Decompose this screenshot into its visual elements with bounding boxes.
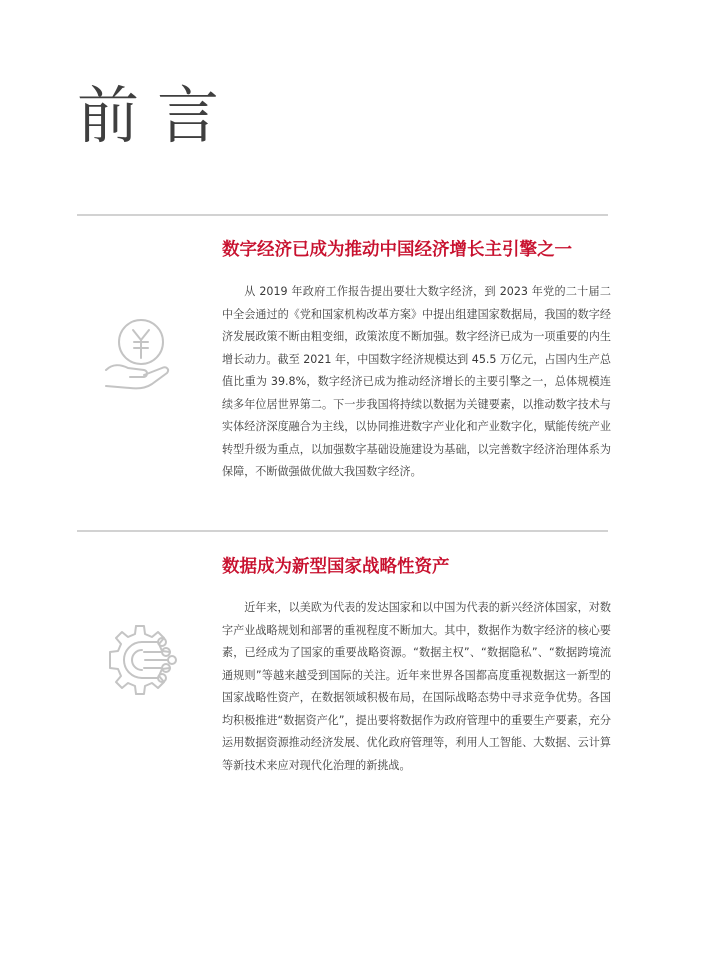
section-body: 近年来，以美欧为代表的发达国家和以中国为代表的新兴经济体国家，对数字产业战略规划和部署的重视程度不断加大。其中，数据作为数字经济的核心要素，已经成为了国家的重要战略资源。“数据主权”、“数据隐私”、“数据跨境流通规则”等越来越受到国际的关注。近年来世界各国都高度重视数据这一新型的国家战略性资产，在数据领域积极布局，在国际战略态势中寻求竞争优势。各国均积极推进“数据资产化”，提出要将数据作为政府管理中的重要生产要素，充分运用数据资源推动经济发展、优化政府管理等，利用人工智能、大数据、云计算等新技术来应对现代化治理的新挑战。 — [222, 601, 611, 772]
gear-network-icon — [98, 618, 182, 702]
section-divider — [77, 214, 608, 216]
section-divider — [77, 530, 608, 532]
section-body: 从 2019 年政府工作报告提出要壮大数字经济，到 2023 年党的二十届二中全会通过的《党和国家机构改革方案》中提出组建国家数据局，我国的数字经济发展政策不断由粗变细，政策浓度不断加强。数字经济已成为一项重要的内生增长动力。截至 2021 年，中国数字经济规模达到 45.5 万亿元，占国内生产总值比重为 39.8%，数字经济已成为推动经济增长的主要引擎之一，总体规模连续多年位居世界第二。下一步我国将持续以数据为关键要素，以推动数字技术与实体经济深度融合为主线，以协同推进数字产业化和产业数字化，赋能传统产业转型升级为重点，以加强数字基础设施建设为基础，以完善数字经济治理体系为保障，不断做强做优做大我国数字经济。 — [222, 285, 611, 478]
section-heading: 数据成为新型国家战略性资产 — [222, 557, 450, 577]
section-heading: 数字经济已成为推动中国经济增长主引擎之一 — [222, 240, 572, 260]
yuan-coin-hand-icon — [100, 312, 182, 394]
page-title: 前言 — [77, 79, 238, 152]
